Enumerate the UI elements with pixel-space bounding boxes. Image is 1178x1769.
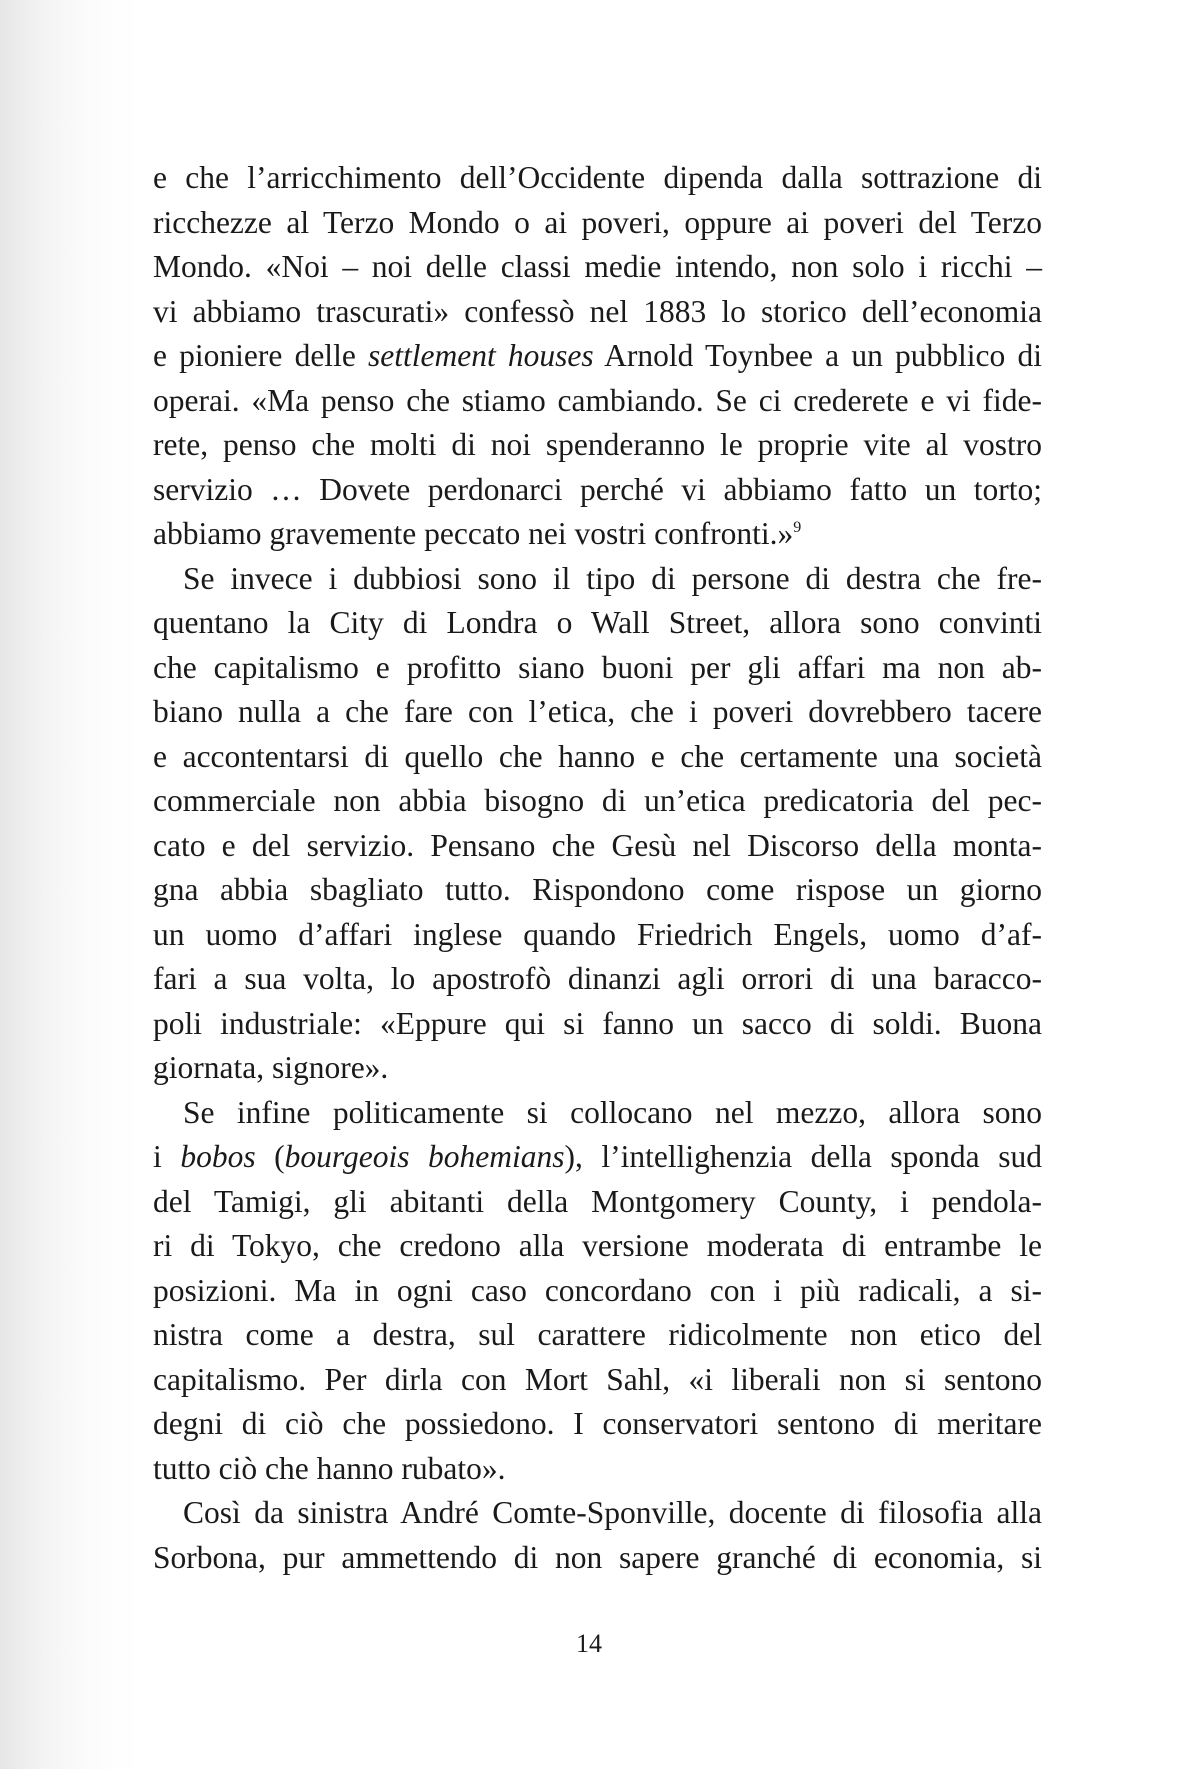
text-segment: gna abbia sbagliato tutto. Rispondono come rispose un giorno [153,872,1042,907]
text-segment: capitalismo. Per dirla con Mort Sahl, «i liberali non si sentono [153,1361,1042,1397]
text-line [153,379,1042,424]
text-segment: un uomo d’affari inglese quando Friedrich Engels, uomo d’af- [153,916,1042,952]
text-line [153,1180,1042,1225]
text-body [153,156,1042,1580]
text-line [153,1536,1042,1581]
text-segment: commerciale non abbia bisogno di un’etica predicatoria del pec- [153,783,1042,818]
text-line [153,690,1042,735]
text-segment: rete, penso che molti di noi spenderanno le proprie vite al vostro [153,427,1042,462]
text-segment: ri di Tokyo, che credono alla versione moderata di entrambe le [153,1228,1042,1263]
text-segment: del Tamigi, gli abitanti della Montgomery County, i pendola- [153,1183,1042,1219]
text-segment: tutto ciò che hanno rubato». [153,1450,506,1486]
text-segment: cato e del servizio. Pensano che Gesù nel Discorso della monta- [153,827,1042,863]
text-segment: Sorbona, pur ammettendo di non sapere granché di economia, si [153,1539,1042,1575]
text-segment: operai. «Ma penso che stiamo cambiando. Se ci crederete e vi fide- [153,382,1042,418]
text-line [153,1402,1042,1447]
text-segment: biano nulla a che fare con l’etica, che i poveri dovrebbero tacere [153,694,1042,729]
text-line [153,646,1042,691]
text-line [153,334,1042,379]
text-segment: posizioni. Ma in ogni caso concordano con i più radicali, a si- [153,1272,1042,1308]
text-line [153,1447,1042,1492]
text-line [153,156,1042,201]
text-line [153,868,1042,913]
text-line [153,1224,1042,1269]
italic-text: bobos [180,1139,256,1174]
text-line [153,735,1042,780]
text-line [153,423,1042,468]
footnote-marker[interactable]: 9 [793,519,802,536]
text-line [153,290,1042,335]
text-line [153,1091,1042,1136]
text-line [153,1491,1042,1536]
text-segment: i [153,1139,181,1174]
text-segment: ( [255,1139,285,1174]
text-segment: poli industriale: «Eppure qui si fanno un sacco di soldi. Buona [153,1005,1042,1041]
text-segment: giornata, signore». [153,1050,389,1085]
paragraph-lines [153,156,1042,1580]
text-line [153,1313,1042,1358]
text-segment: servizio … Dovete perdonarci perché vi abbiamo fatto un torto; [153,471,1042,507]
text-segment: Mondo. «Noi – noi delle classi medie intendo, non solo i ricchi – [153,249,1042,284]
text-segment: degni di ciò che possiedono. I conservatori sentono di meritare [153,1406,1042,1441]
text-line [153,824,1042,869]
text-line [153,1358,1042,1403]
text-line [153,468,1042,513]
page-number: 14 [576,1629,602,1658]
text-line [153,1135,1042,1180]
text-line [153,557,1042,602]
italic-text: settlement houses [368,338,594,373]
text-segment: ), l’intellighenzia della sponda sud [564,1139,1042,1174]
text-segment: fari a sua volta, lo apostrofò dinanzi agli orrori di una baracco- [153,961,1042,996]
text-line [153,1046,1042,1091]
text-line [153,957,1042,1002]
text-segment: Così da sinistra André Comte-Sponville, docente di filosofia alla [183,1495,1042,1530]
text-segment: vi abbiamo trascurati» confessò nel 1883 lo storico dell’economia [153,293,1042,329]
text-line [153,1269,1042,1314]
text-segment: ricchezze al Terzo Mondo o ai poveri, oppure ai poveri del Terzo [153,204,1042,240]
text-line [153,1002,1042,1047]
text-segment: abbiamo gravemente peccato nei vostri confronti.» [153,516,794,551]
text-line [153,601,1042,646]
text-segment: Se invece i dubbiosi sono il tipo di persone di destra che fre- [183,560,1042,596]
italic-text: bourgeois bohemians [284,1139,565,1174]
text-line [153,512,1042,557]
text-line [153,913,1042,958]
text-line [153,201,1042,246]
text-segment: Se infine politicamente si collocano nel mezzo, allora sono [183,1094,1042,1130]
text-segment: e pioniere delle [153,338,368,373]
text-segment: Arnold Toynbee a un pubblico di [593,338,1042,373]
text-segment: quentano la City di Londra o Wall Street, allora sono convinti [153,605,1042,640]
text-segment: nistra come a destra, sul carattere ridicolmente non etico del [153,1317,1042,1352]
text-segment: che capitalismo e profitto siano buoni per gli affari ma non ab- [153,649,1042,685]
text-segment: e che l’arricchimento dell’Occidente dipenda dalla sottrazione di [153,160,1042,195]
text-line [153,245,1042,290]
text-segment: e accontentarsi di quello che hanno e che certamente una società [153,738,1042,774]
text-line [153,779,1042,824]
